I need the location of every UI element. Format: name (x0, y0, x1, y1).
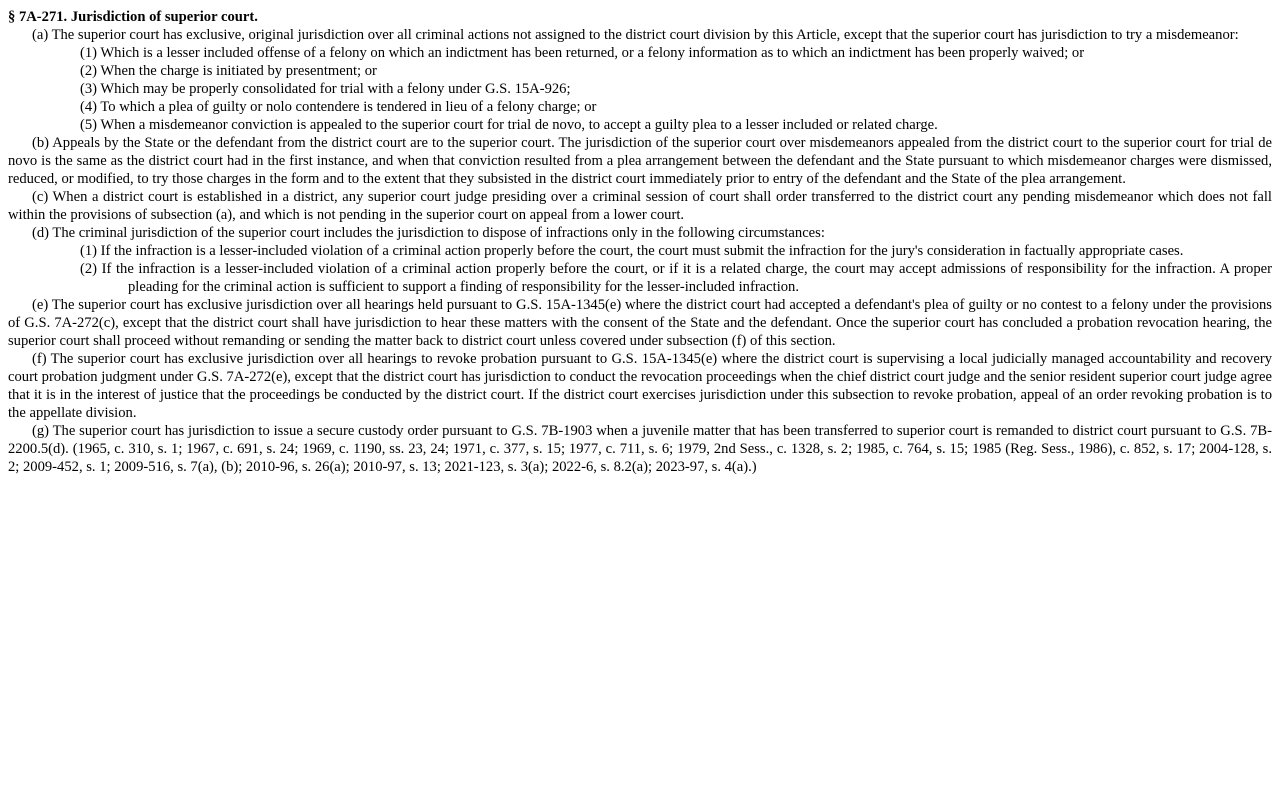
subsection-c: (c) When a district court is established in a district, any superior court judge presiding over a criminal session of court shall order transferred to the district court any pending misdemeanor which does not fall within the provisions of subsection (a), and which is not pending in the superior court on appeal from a lower court. (8, 189, 1272, 223)
subsection-b: (b) Appeals by the State or the defendant from the district court are to the superior court. The jurisdiction of the superior court over misdemeanors appealed from the district court to the superior court for trial de novo is the same as the district court had in the first instance, and when that conviction resulted from a plea arrangement between the defendant and the State pursuant to which misdemeanor charges were dismissed, reduced, or modified, to try those charges in the form and to the extent that they subsisted in the district court immediately prior to entry of the defendant and the State of the plea arrangement. (8, 135, 1272, 187)
section-heading: § 7A-271. Jurisdiction of superior court. (8, 9, 258, 25)
subsection-d-item-1: (1) If the infraction is a lesser-included violation of a criminal action properly before the court, the court must submit the infraction for the jury's consideration in factually appropriate cases. (80, 243, 1184, 259)
subsection-d-item-2: (2) If the infraction is a lesser-included violation of a criminal action properly before the court, or if it is a related charge, the court may accept admissions of responsibility for the infraction. A proper pleading for the criminal action is sufficient to support a finding of responsibility for the lesser-included infraction. (80, 261, 1272, 295)
subsection-a-item-3: (3) Which may be properly consolidated for trial with a felony under G.S. 15A-926; (80, 81, 571, 97)
subsection-d: (d) The criminal jurisdiction of the superior court includes the jurisdiction to dispose of infractions only in the following circumstances: (32, 225, 825, 241)
subsection-e: (e) The superior court has exclusive jurisdiction over all hearings held pursuant to G.S. 15A-1345(e) where the district court had accepted a defendant's plea of guilty or no contest to a felony under the provisions of G.S. 7A-272(c), except that the district court shall have jurisdiction to hear these matters with the consent of the State and the defendant. Once the superior court has concluded a probation revocation hearing, the superior court shall proceed without remanding or sending the matter back to district court unless covered under subsection (f) of this section. (8, 297, 1272, 349)
subsection-f: (f) The superior court has exclusive jurisdiction over all hearings to revoke probation pursuant to G.S. 15A-1345(e) where the district court is supervising a local judicially managed accountability and recovery court probation judgment under G.S. 7A-272(e), except that the district court has jurisdiction to conduct the revocation proceedings when the chief district court judge and the senior resident superior court judge agree that it is in the interest of justice that the proceedings be conducted by the district court. If the district court exercises jurisdiction under this subsection to revoke probation, appeal of an order revoking probation is to the appellate division. (8, 351, 1272, 421)
subsection-a: (a) The superior court has exclusive, original jurisdiction over all criminal actions not assigned to the district court division by this Article, except that the superior court has jurisdiction to try a misdemeanor: (32, 27, 1239, 43)
subsection-a-item-2: (2) When the charge is initiated by presentment; or (80, 63, 377, 79)
subsection-a-item-1: (1) Which is a lesser included offense of a felony on which an indictment has been returned, or a felony information as to which an indictment has been properly waived; or (80, 45, 1085, 61)
subsection-g: (g) The superior court has jurisdiction to issue a secure custody order pursuant to G.S. 7B-1903 when a juvenile matter that has been transferred to superior court is remanded to district court pursuant to G.S. 7B-2200.5(d). (1965, c. 310, s. 1; 1967, c. 691, s. 24; 1969, c. 1190, ss. 23, 24; 1971, c. 377, s. 15; 1977, c. 711, s. 6; 1979, 2nd Sess., c. 1328, s. 2; 1985, c. 764, s. 15; 1985 (Reg. Sess., 1986), c. 852, s. 17; 2004-128, s. 2; 2009-452, s. 1; 2009-516, s. 7(a), (b); 2010-96, s. 26(a); 2010-97, s. 13; 2021-123, s. 3(a); 2022-6, s. 8.2(a); 2023-97, s. 4(a).) (8, 423, 1272, 475)
subsection-a-item-4: (4) To which a plea of guilty or nolo contendere is tendered in lieu of a felony charge; or (80, 99, 597, 115)
statute-document (8, 8, 1272, 476)
subsection-a-item-5: (5) When a misdemeanor conviction is appealed to the superior court for trial de novo, to accept a guilty plea to a lesser included or related charge. (80, 117, 938, 133)
